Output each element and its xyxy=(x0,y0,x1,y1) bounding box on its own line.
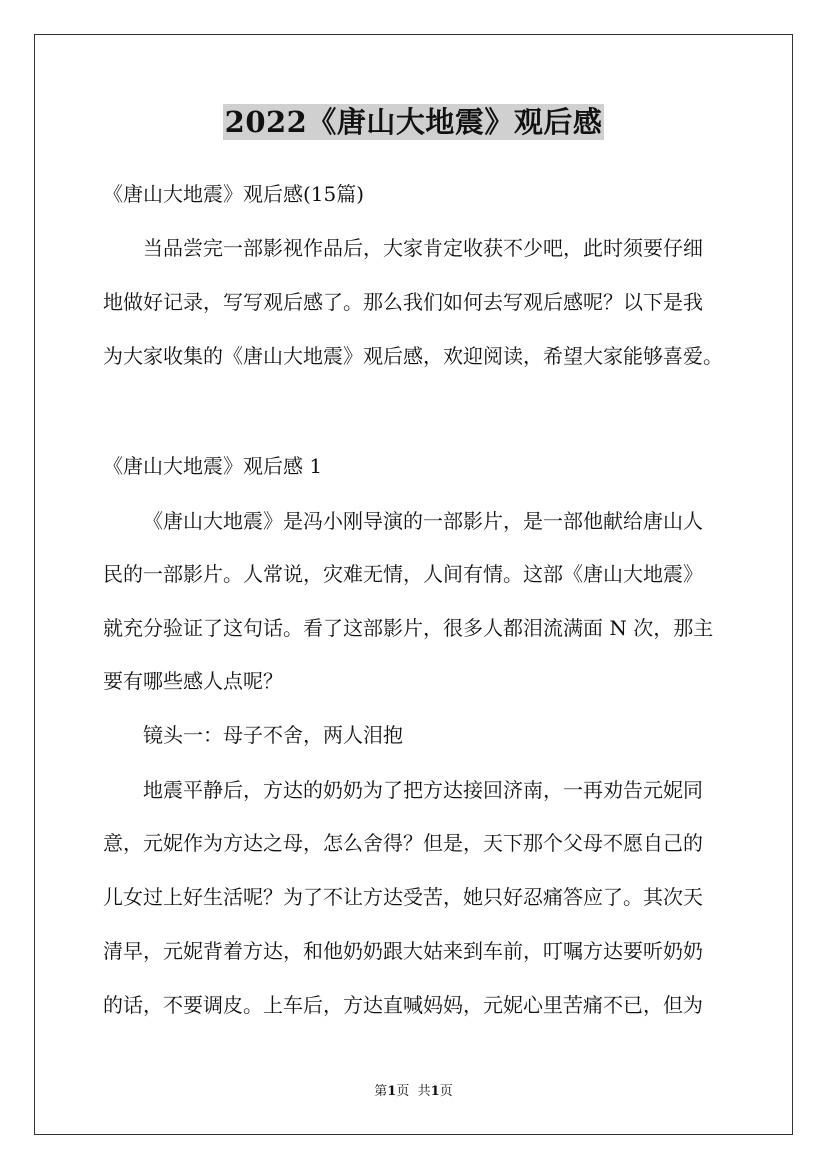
footer-total-prefix: 共 xyxy=(417,1084,431,1099)
para2-line-2: 意，元妮作为方达之母，怎么舍得？但是，天下那个父母不愿自己的 xyxy=(103,831,703,855)
para1-line-3: 就充分验证了这句话。看了这部影片，很多人都泪流满面 N 次，那主 xyxy=(103,616,714,640)
section-heading: 《唐山大地震》观后感 1 xyxy=(103,454,323,478)
page-footer xyxy=(0,1084,827,1100)
para1-line-4: 要有哪些感人点呢？ xyxy=(103,669,283,693)
footer-page-suffix: 页 xyxy=(396,1084,410,1099)
para1-line-2: 民的一部影片。人常说，灾难无情，人间有情。这部《唐山大地震》 xyxy=(103,562,703,586)
intro-line-3: 为大家收集的《唐山大地震》观后感，欢迎阅读，希望大家能够喜爱。 xyxy=(103,344,723,368)
para1-line-1: 《唐山大地震》是冯小刚导演的一部影片，是一部他献给唐山人 xyxy=(143,509,703,533)
document-title-block xyxy=(0,104,827,140)
para2-line-3: 儿女过上好生活呢？为了不让方达受苦，她只好忍痛答应了。其次天 xyxy=(103,885,703,909)
intro-line-1: 当品尝完一部影视作品后，大家肯定收获不少吧，此时须要仔细 xyxy=(143,236,703,260)
footer-page-number: 1 xyxy=(387,1084,397,1099)
footer-page-prefix: 第 xyxy=(374,1084,388,1099)
footer-total-number: 1 xyxy=(430,1084,440,1099)
para2-line-4: 清早，元妮背着方达，和他奶奶跟大姑来到车前，叮嘱方达要听奶奶 xyxy=(103,939,703,963)
para2-line-1: 地震平静后，方达的奶奶为了把方达接回济南，一再劝告元妮同 xyxy=(143,778,703,802)
footer-total-suffix: 页 xyxy=(439,1084,453,1099)
subheading: 镜头一：母子不舍，两人泪抱 xyxy=(143,723,403,747)
document-title: 2022《唐山大地震》观后感 xyxy=(224,105,603,139)
subtitle: 《唐山大地震》观后感(15篇) xyxy=(103,182,365,206)
para2-line-5: 的话，不要调皮。上车后，方达直喊妈妈，元妮心里苦痛不已，但为 xyxy=(103,993,703,1017)
intro-line-2: 地做好记录，写写观后感了。那么我们如何去写观后感呢？以下是我 xyxy=(103,290,703,314)
